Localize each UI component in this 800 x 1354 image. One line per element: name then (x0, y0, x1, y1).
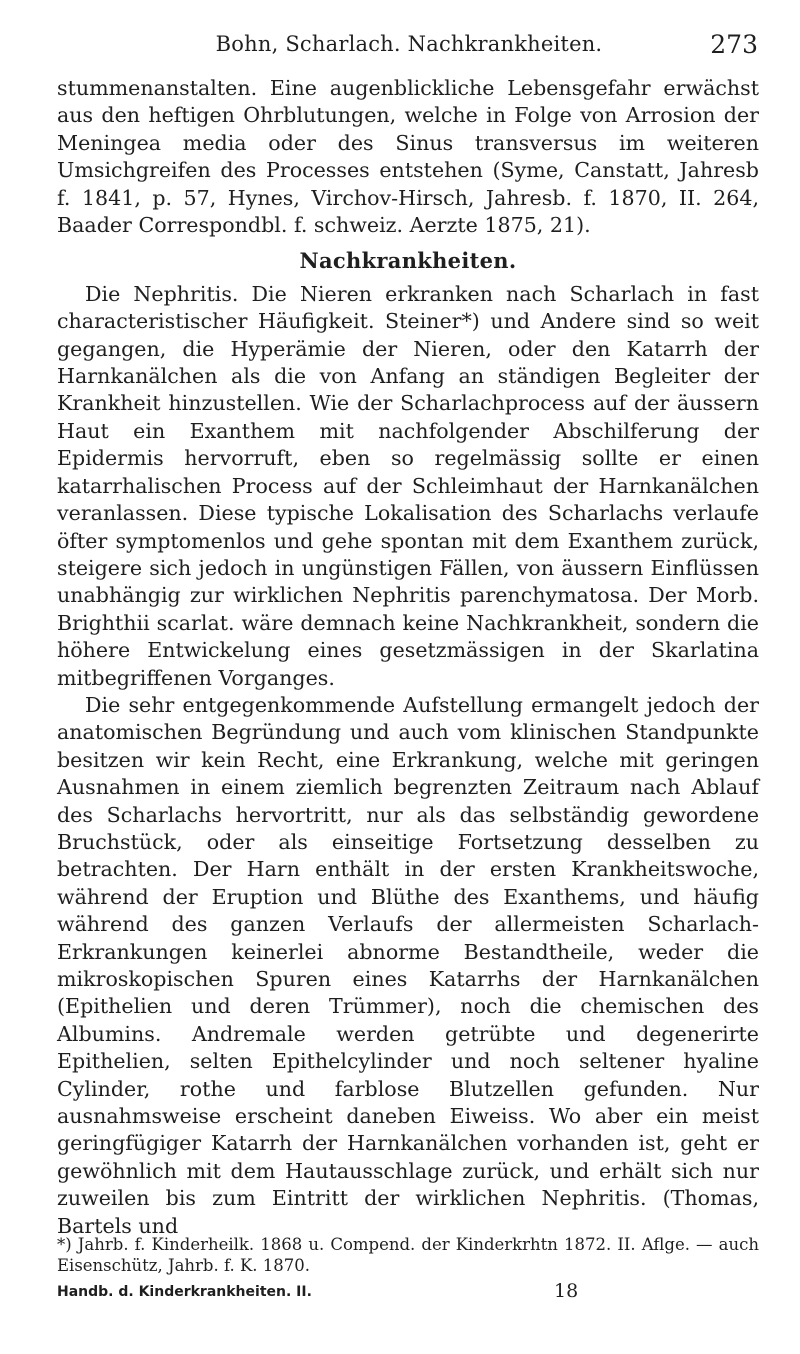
paragraph-3: Die sehr entgegenkommende Aufstellung ermangelt jedoch der anatomischen Begründung und auch vom klinischen Standpunkte besitzen wir kein Recht, eine Erkrankung, welche mit geringen Ausnahmen in einem ziemlich begrenzten Zeitraum nach Ablauf des Scharlachs hervortritt, nur als das selbständig gewordene Bruchstück, oder als einseitige Fortsetzung desselben zu betrachten. Der Harn enthält in der ersten Krankheitswoche, während der Eruption und Blüthe des Exanthems, und häufig während des ganzen Verlaufs der allermeisten Scharlach-Erkrankungen keinerlei abnorme Bestandtheile, weder die mikroskopischen Spuren eines Katarrhs der Harnkanälchen (Epithelien und deren Trümmer), noch die chemischen des Albumins. Andremale werden getrübte und degenerirte Epithelien, selten Epithelcylinder und noch seltener hyaline Cylinder, rothe und farblose Blutzellen gefunden. Nur ausnahmsweise erscheint daneben Eiweiss. Wo aber ein meist geringfügiger Katarrh der Harnkanälchen vorhanden ist, geht er gewöhnlich mit dem Hautausschlage zurück, und erhält sich nur zuweilen bis zum Eintritt der wirklichen Nephritis. (Thomas, Bartels und (57, 692, 759, 1238)
signature-number: 18 (554, 1280, 579, 1302)
signature-text: Handb. d. Kinderkrankheiten. II. (57, 1284, 312, 1300)
paragraph-2: Die Nephritis. Die Nieren erkranken nach Scharlach in fast characteristischer Häufigkeit. Steiner*) und Andere sind so weit gegangen, die Hyperämie der Nieren, oder den Katarrh der Harnkanälchen als die von Anfang an ständigen Begleiter der Krankheit hinzustellen. Wie der Scharlachprocess auf der äussern Haut ein Exanthem mit nachfolgender Abschilferung der Epidermis hervorruft, eben so regelmässig sollte er einen katarrhalischen Process auf der Schleimhaut der Harnkanälchen veranlassen. Diese typische Lokalisation des Scharlachs verlaufe öfter symptomenlos und gehe spontan mit dem Exanthem zurück, steigere sich jedoch in ungünstigen Fällen, von äussern Einflüssen unabhängig zur wirklichen Nephritis parenchymatosa. Der Morb. Brighthii scarlat. wäre demnach keine Nachkrankheit, sondern die höhere Entwickelung eines gesetzmässigen in der Skarlatina mitbegriffenen Vorganges. (57, 281, 759, 690)
footnote-1: *) Jahrb. f. Kinderheilk. 1868 u. Compend. der Kinderkrhtn 1872. II. Aflge. — auch Eisenschütz, Jahrb. f. K. 1870. (57, 1235, 759, 1275)
paragraph-1: stummenanstalten. Eine augenblickliche Lebensgefahr erwächst aus den heftigen Ohrblutungen, welche in Folge von Arrosion der Meningea media oder des Sinus transversus im weiteren Umsichgreifen des Processes entstehen (Syme, Canstatt, Jahresb f. 1841, p. 57, Hynes, Virchov-Hirsch, Jahresb. f. 1870, II. 264, Baader Correspondbl. f. schweiz. Aerzte 1875, 21). (57, 76, 759, 238)
page-number: 273 (710, 30, 758, 59)
running-title: Bohn, Scharlach. Nachkrankheiten. (215, 32, 603, 56)
body-text (57, 75, 759, 1240)
section-heading: Nachkrankheiten. (299, 248, 517, 274)
page-header (60, 32, 758, 66)
printer-signature (57, 1280, 759, 1302)
footnotes (57, 1234, 759, 1276)
